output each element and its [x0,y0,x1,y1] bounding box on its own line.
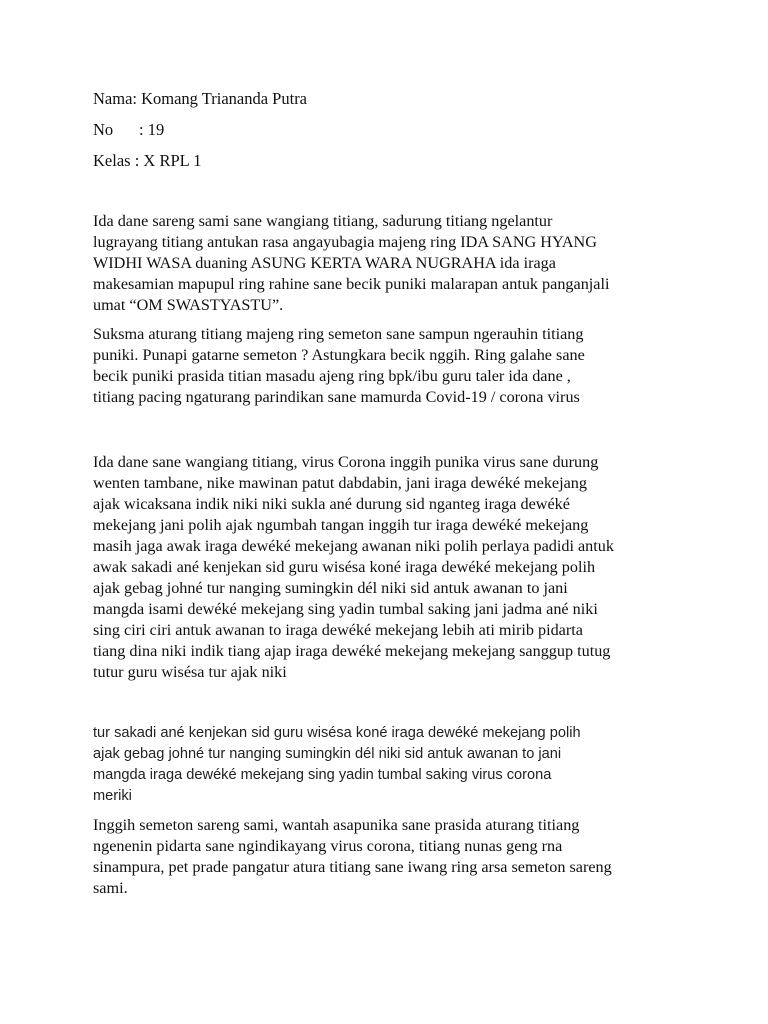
class-value: Kelas : X RPL 1 [93,151,202,170]
paragraph-line: mekejang jani polih ajak ngumbah tangan inggih tur iraga dewéké mekejang [93,516,589,534]
paragraph-line: puniki. Punapi gatarne semeton ? Astungkara becik nggih. Ring galahe sane [93,346,585,364]
paragraph-line: ajak gebag johné tur nanging sumingkin dél niki sid antuk awanan to jani [93,746,562,762]
paragraph-line: Ida dane sareng sami sane wangiang titiang, sadurung titiang ngelantur [93,212,553,230]
paragraph-line: sinampura, pet prade pangatur atura titiang sane iwang ring arsa semeton sareng [93,858,612,876]
paragraph-line: WIDHI WASA duaning ASUNG KERTA WARA NUGRAHA ida iraga [93,254,556,272]
paragraph-line: Suksma aturang titiang majeng ring semeton sane sampun ngerauhin titiang [93,325,584,343]
paragraph-line: sing ciri ciri antuk awanan to iraga dewéké mekejang lebih ati mirib pidarta [93,621,583,639]
paragraph-body [93,452,683,683]
paragraph-line: wenten tambane, nike mawinan patut dabdabin, jani iraga dewéké mekejang [93,474,587,492]
paragraph-thanks [93,324,683,408]
paragraph-line: Ida dane sane wangiang titiang, virus Corona inggih punika virus sane durung [93,453,599,471]
number-label: No [93,120,114,139]
paragraph-line: sami. [93,879,128,897]
paragraph-line: Inggih semeton sareng sami, wantah asapunika sane prasida aturang titiang [93,816,580,834]
number-line [93,120,683,140]
paragraph-line: umat “OM SWASTYASTU”. [93,296,284,314]
paragraph-greeting [93,211,683,316]
paragraph-line: makesamian mapupul ring rahine sane becik puniki malarapan antuk panganjali [93,275,610,293]
paragraph-line: lugrayang titiang antukan rasa angayubagia majeng ring IDA SANG HYANG [93,233,597,251]
paragraph-line: ajak wicaksana indik niki niki sukla ané durung sid nganteg iraga dewéké [93,495,570,513]
name-line [93,89,683,109]
paragraph-line: tutur guru wisésa tur ajak niki [93,663,287,681]
paragraph-line: becik puniki prasida titian masadu ajeng ring bpk/ibu guru taler ida dane , [93,367,571,385]
paragraph-line: ngenenin pidarta sane ngindikayang virus corona, titiang nunas geng rna [93,837,563,855]
paragraph-line: tiang dina niki indik tiang ajap iraga dewéké mekejang mekejang sanggup tutug [93,642,611,660]
class-line [93,151,683,171]
paragraph-line: mangda isami dewéké mekejang sing yadin tumbal saking jani jadma ané niki [93,600,598,618]
number-value: : 19 [139,120,165,139]
paragraph-line: awak sakadi ané kenjekan sid guru wisésa koné iraga dewéké mekejang polih [93,558,596,576]
paragraph-line: tur sakadi ané kenjekan sid guru wisésa koné iraga dewéké mekejang polih [93,725,581,741]
paragraph-line: titiang pacing ngaturang parindikan sane mamurda Covid-19 / corona virus [93,388,580,406]
paragraph-line: ajak gebag johné tur nanging sumingkin dél niki sid antuk awanan to jani [93,579,568,597]
paragraph-closing [93,815,683,899]
student-name: Nama: Komang Triananda Putra [93,89,308,108]
paragraph-line: mangda iraga dewéké mekejang sing yadin tumbal saking virus corona [93,767,552,783]
paragraph-line: meriki [93,788,132,804]
paragraph-continuation [93,723,683,807]
paragraph-line: masih jaga awak iraga dewéké mekejang awanan niki polih perlaya padidi antuk [93,537,614,555]
